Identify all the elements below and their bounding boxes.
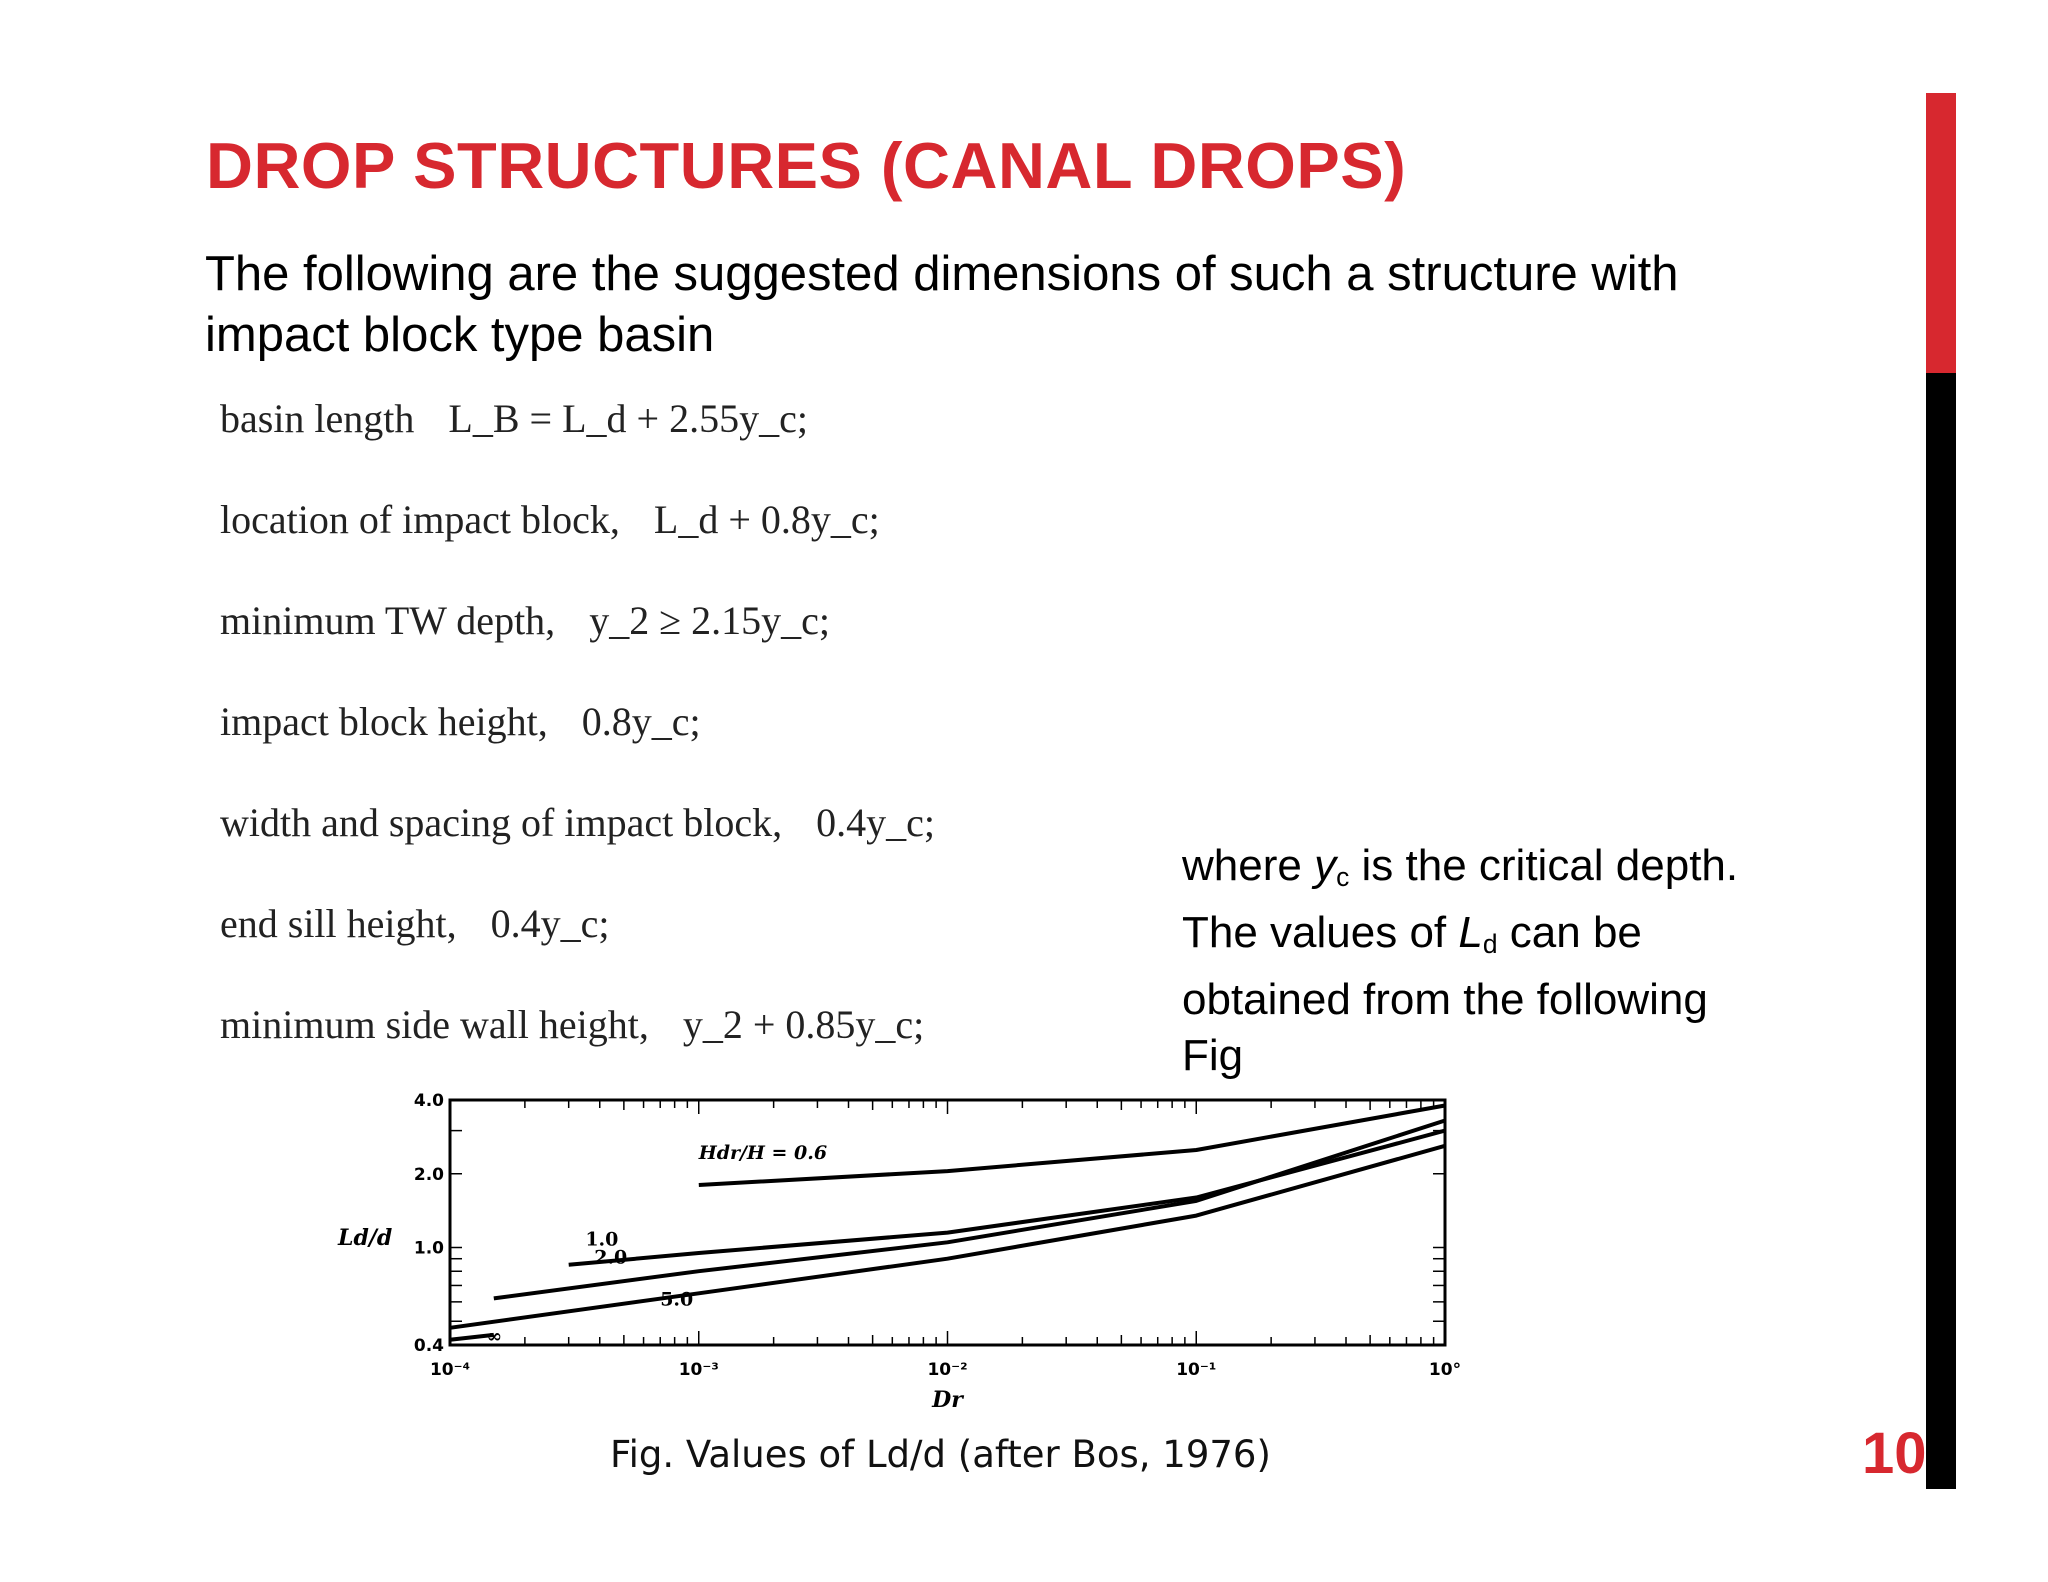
curve-label: 1.0: [585, 1228, 619, 1251]
curve-label: 5.0: [660, 1288, 694, 1311]
formula-expression: 0.8y_c;: [581, 699, 701, 744]
where-line-3: obtained from the following: [1182, 975, 1708, 1024]
formula-label: minimum side wall height,: [220, 1002, 649, 1047]
x-tick-label: 10°: [1428, 1360, 1462, 1380]
y-tick-label: 4.0: [413, 1091, 444, 1111]
x-tick-label: 10⁻³: [678, 1360, 719, 1380]
where-note: [1182, 838, 1822, 1084]
formula-expression: L_B = L_d + 2.55y_c;: [448, 396, 808, 441]
formula-label: end sill height,: [220, 901, 457, 946]
x-tick-label: 10⁻¹: [1176, 1360, 1217, 1380]
where-line-1: where $y_c$ is the critical depth.: [1182, 841, 1739, 892]
formula-expression: 0.4y_c;: [490, 901, 610, 946]
formula-label: basin length: [220, 396, 415, 441]
x-tick-label: 10⁻⁴: [429, 1360, 471, 1380]
formula-label: impact block height,: [220, 699, 548, 744]
ld-chart: [320, 1080, 1520, 1430]
y-tick-label: 2.0: [413, 1164, 444, 1185]
formula-label: minimum TW depth,: [220, 598, 556, 643]
curve-label: ∞: [486, 1325, 503, 1348]
intro-text: The following are the suggested dimensions of such a structure with impact block type basin: [205, 247, 1679, 362]
x-tick-label: 10⁻²: [927, 1360, 968, 1380]
y-tick-label: 1.0: [413, 1238, 444, 1259]
figure-caption: Fig. Values of Ld/d (after Bos, 1976): [610, 1433, 1271, 1476]
curve-label: Hdr/H = 0.6: [698, 1141, 828, 1164]
where-line-4: Fig: [1182, 1031, 1244, 1080]
x-axis-label: Dr: [932, 1387, 963, 1413]
y-axis-label: Ld/d: [338, 1225, 393, 1251]
yc-symbol: y: [1314, 841, 1337, 890]
formula-label: location of impact block,: [220, 497, 620, 542]
y-tick-label: 0.4: [413, 1336, 444, 1356]
formula-tw-depth: [220, 597, 830, 644]
where-line-2: The values of $L_d$ can be: [1182, 908, 1642, 959]
accent-bar-red: [1926, 93, 1956, 373]
formula-end-sill-height: [220, 900, 610, 947]
formula-impact-block-width: [220, 799, 935, 846]
formula-side-wall-height: [220, 1001, 924, 1048]
formula-impact-block-location: [220, 496, 880, 543]
formula-expression: y_2 + 0.85y_c;: [682, 1002, 925, 1047]
accent-bar-black: [1926, 373, 1956, 1489]
page-number: 10: [1862, 1421, 1927, 1486]
formula-expression: y_2 ≥ 2.15y_c;: [589, 598, 831, 643]
series-line: [494, 1121, 1445, 1299]
formula-basin-length: [220, 395, 808, 442]
formula-expression: 0.4y_c;: [816, 800, 935, 845]
formula-label: width and spacing of impact block,: [220, 800, 783, 845]
slide-title: DROP STRUCTURES (CANAL DROPS): [206, 129, 1407, 202]
formula-expression: L_d + 0.8y_c;: [653, 497, 880, 542]
curve-label: 2.0: [594, 1246, 628, 1269]
formula-impact-block-height: [220, 698, 701, 745]
ld-symbol: L: [1458, 908, 1483, 957]
